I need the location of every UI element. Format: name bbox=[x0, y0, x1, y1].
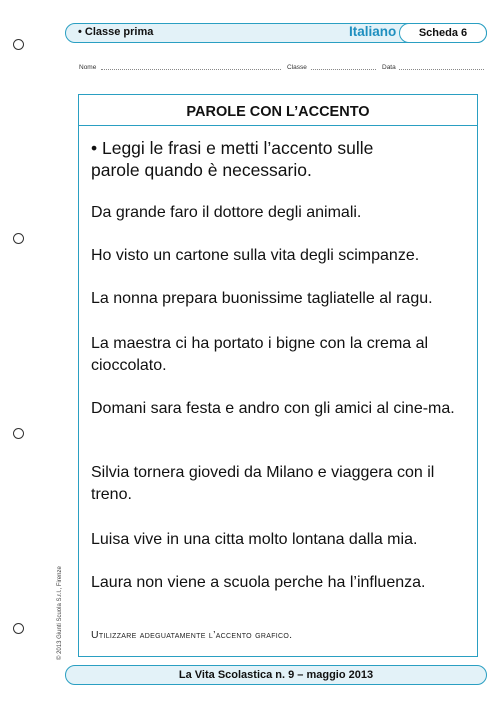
student-info-fields bbox=[79, 64, 484, 74]
footer-bar: La Vita Scolastica n. 9 – maggio 2013 bbox=[65, 665, 487, 685]
accent-note: Utilizzare adeguatamente l’accento grafico. bbox=[91, 629, 293, 641]
date-field-line[interactable] bbox=[399, 69, 484, 70]
class-field-label: Classe bbox=[287, 64, 307, 71]
sentence-6: Silvia tornera giovedi da Milano e viaggera con il treno. bbox=[91, 464, 435, 503]
sentence-4: La maestra ci ha portato i bigne con la crema al cioccolato. bbox=[91, 335, 429, 374]
class-field-line[interactable] bbox=[311, 69, 376, 70]
sentence-2: Ho visto un cartone sulla vita degli scimpanze. bbox=[91, 247, 420, 264]
date-field-label: Data bbox=[382, 64, 396, 71]
worksheet-box bbox=[78, 94, 478, 657]
header-bar bbox=[65, 23, 487, 43]
sentence-3: La nonna prepara buonissime tagliatelle al ragu. bbox=[91, 290, 433, 307]
class-label: • Classe prima bbox=[78, 26, 154, 38]
sentence-1: Da grande faro il dottore degli animali. bbox=[91, 204, 362, 221]
binder-hole-4 bbox=[13, 623, 24, 634]
name-field-label: Nome bbox=[79, 64, 97, 71]
copyright-credit: © 2013 Giunti Scuola S.r.l., Firenze bbox=[57, 566, 63, 660]
worksheet-title: PAROLE CON L’ACCENTO bbox=[186, 104, 370, 120]
sentence-5: Domani sara festa e andro con gli amici al cine-ma. bbox=[91, 400, 455, 417]
binder-hole-1 bbox=[13, 39, 24, 50]
title-divider bbox=[79, 125, 477, 126]
binder-hole-2 bbox=[13, 233, 24, 244]
sentence-7: Luisa vive in una citta molto lontana dalla mia. bbox=[91, 531, 418, 548]
binder-hole-3 bbox=[13, 428, 24, 439]
sheet-number-badge: Scheda 6 bbox=[399, 23, 487, 43]
subject-label: Italiano bbox=[349, 24, 397, 39]
sentence-8: Laura non viene a scuola perche ha l’influenza. bbox=[91, 574, 426, 591]
name-field-line[interactable] bbox=[101, 69, 281, 70]
instruction-text: • Leggi le frasi e metti l’accento sulle parole quando è necessario. bbox=[91, 138, 374, 180]
